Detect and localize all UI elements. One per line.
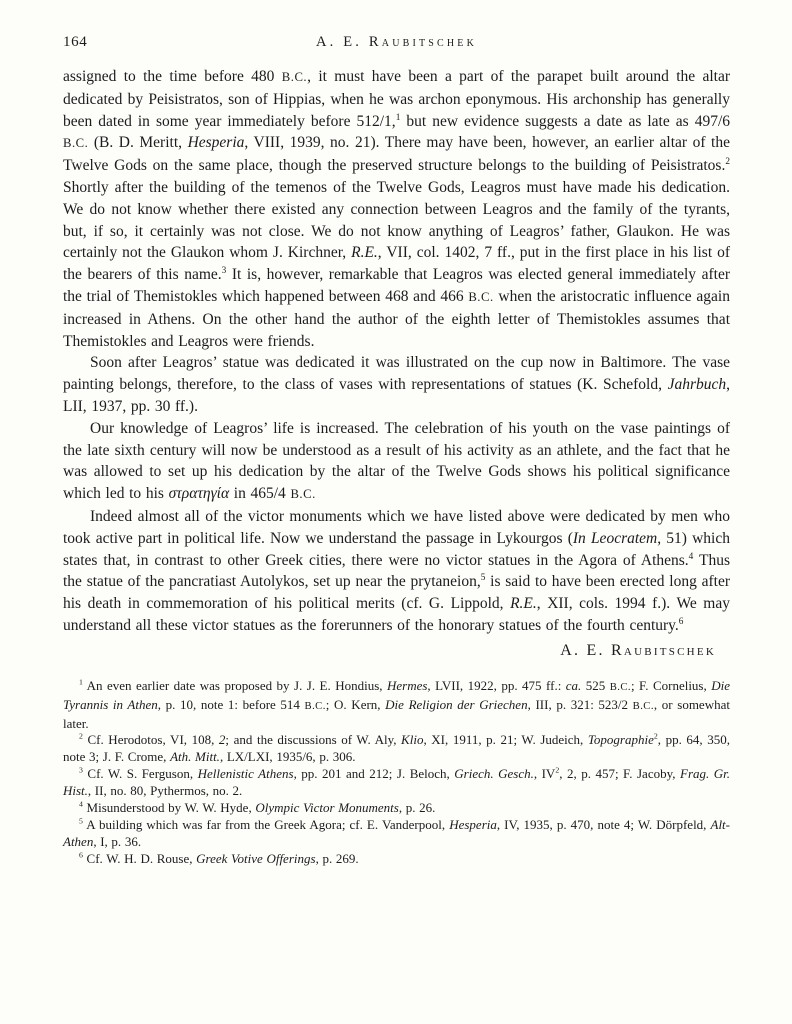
- footnote-1: $^1$ An even earlier date was proposed by J. J. E. Hondius, Hermes, LVII, 1922, pp. 475 ff.: ca. 525 B.C.; F. Cornelius, Die Tyrannis in Athen, p. 10, note 1: before 514 B.C.; O. Kern, Die Religion der Griechen, III, p. 321: 523/2 B.C., or somewhat later.: [63, 677, 730, 731]
- page-header: [63, 34, 730, 56]
- footnote-3: $^3$ Cf. W. S. Ferguson, Hellenistic Athens, pp. 201 and 212; J. Beloch, Griech. Gesch., $IV^2$, 2, p. 457; F. Jacoby, Frag. Gr. Hist., II, no. 80, Pythermos, no. 2.: [63, 765, 730, 799]
- footnote-6: $^6$ Cf. W. H. D. Rouse, Greek Votive Offerings, p. 269.: [79, 850, 359, 866]
- author-signature: A. E. Raubitschek: [560, 641, 716, 659]
- footnote-4: $^4$ Misunderstood by W. W. Hyde, Olympic Victor Monuments, p. 26.: [79, 799, 436, 816]
- footnote-5: $^5$ A building which was far from the Greek Agora; cf. E. Vanderpool, Hesperia, IV, 1935, p. 470, note 4; W. Dörpfeld, Alt-Athen, I, p. 36.: [63, 816, 730, 849]
- page-number: 164: [63, 34, 88, 50]
- footnotes-block: [63, 678, 730, 868]
- article-body: [63, 66, 730, 660]
- body-paragraph-4: Indeed almost all of the victor monuments which we have listed above were dedicated by men who took active part in political life. Now we understand the passage in Lykourgos (In Leocratem, 51) which states that, in contrast to other Greek cities, there were no victor statues in the Agora of Athens.$^4$ Thus the statue of the pancratiast Autolykos, set up near the prytaneion,$^5$ is said to have been erected long after his death in commemoration of his political merits (cf. G. Lippold, R.E., XII, cols. 1994 f.). We may understand all these victor statues as the forerunners of the honorary statues of the fourth century.$^6$: [63, 507, 731, 634]
- body-paragraph-2: Soon after Leagros’ statue was dedicated it was illustrated on the cup now in Baltimore. The vase painting belongs, therefore, to the class of vases with representations of statues (K. Schefold, Jahrbuch, LII, 1937, pp. 30 ff.).: [63, 354, 730, 415]
- body-paragraph-1: assigned to the time before 480 B.C., it must have been a part of the parapet built around the altar dedicated by Peisistratos, son of Hippias, when he was archon eponymous. His archonship has generally been dated in some year immediately before 512/1,$^1$ but new evidence suggests a date as late as 497/6 B.C. (B. D. Meritt, Hesperia, VIII, 1939, no. 21). There may have been, however, an earlier altar of the Twelve Gods on the same place, though the preserved structure belongs to the building of Peisistratos.$^2$ Shortly after the building of the temenos of the Twelve Gods, Leagros must have made his dedication. We do not know whether there existed any connection between Leagros and the family of the tyrants, but, if so, it certainly was not close. We do not know anything of Leagros’ father, Glaukon. He was certainly not the Glaukon whom J. Kirchner, R.E., VII, col. 1402, 7 ff., put in the first place in his list of the bearers of this name.$^3$ It is, however, remarkable that Leagros was elected general immediately after the trial of Themistokles which happened between 468 and 466 B.C. when the aristocratic influence again increased in Athens. On the other hand the author of the eighth letter of Themistokles assumes that Themistokles and Leagros were friends.: [63, 68, 731, 350]
- running-head-author: A. E. Raubitschek: [315, 34, 478, 50]
- body-paragraph-3: Our knowledge of Leagros’ life is increased. The celebration of his youth on the vase paintings of the late sixth century will now be understood as a result of his activity as an athlete, and the fact that he was allowed to set up his dedication by the altar of the Twelve Gods shows his political significance which led to his στρατηγία in 465/4 B.C.: [63, 419, 730, 503]
- footnote-2: $^2$ Cf. Herodotos, VI, 108, 2; and the discussions of W. Aly, Klio, XI, 1911, p. 21; W. Judeich, Topographie$^2$, pp. 64, 350, note 3; J. F. Crome, Ath. Mitt., LX/LXI, 1935/6, p. 306.: [63, 732, 730, 765]
